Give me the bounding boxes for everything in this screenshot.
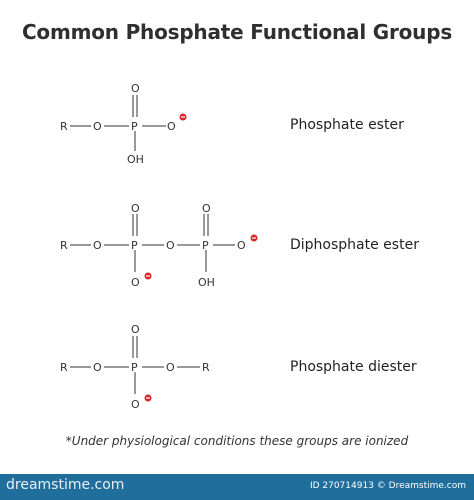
page-title: Common Phosphate Functional Groups xyxy=(21,20,453,44)
o-atom: O xyxy=(131,202,140,215)
negative-charge-icon xyxy=(251,235,258,242)
p-atom: P xyxy=(131,361,138,374)
o-atom: O xyxy=(237,239,246,252)
r-atom: R xyxy=(202,361,210,374)
phosphate-diester-label: Phosphate diester xyxy=(290,359,417,375)
o-atom: O xyxy=(166,239,175,252)
o-atom: O xyxy=(202,202,211,215)
oh-group: OH xyxy=(127,153,144,166)
phosphate-diester-structure xyxy=(60,323,210,411)
phosphate-ester-label: Phosphate ester xyxy=(290,117,404,133)
r-atom: R xyxy=(60,120,68,133)
image-id: ID 270714913 © Dreamstime.com xyxy=(309,481,466,491)
phosphate-ester-structure xyxy=(60,82,187,166)
r-atom: R xyxy=(60,239,68,252)
o-atom: O xyxy=(93,239,102,252)
footnote: *Under physiological conditions these groups are ionized xyxy=(65,434,409,448)
o-atom: O xyxy=(166,361,175,374)
watermark-banner xyxy=(0,474,474,500)
o-atom: O xyxy=(131,276,140,289)
p-atom: P xyxy=(202,239,209,252)
diphosphate-ester-structure xyxy=(60,202,258,289)
negative-charge-icon xyxy=(145,395,152,402)
o-atom: O xyxy=(93,120,102,133)
r-atom: R xyxy=(60,361,68,374)
o-atom: O xyxy=(167,120,176,133)
o-atom: O xyxy=(93,361,102,374)
p-atom: P xyxy=(131,120,138,133)
negative-charge-icon xyxy=(180,114,187,121)
oh-group: OH xyxy=(198,276,215,289)
diphosphate-ester-label: Diphosphate ester xyxy=(290,237,419,253)
o-atom: O xyxy=(131,82,140,95)
p-atom: P xyxy=(131,239,138,252)
watermark-logo: dreamstime.com xyxy=(6,477,125,493)
negative-charge-icon xyxy=(145,273,152,280)
o-atom: O xyxy=(131,323,140,336)
o-atom: O xyxy=(131,398,140,411)
